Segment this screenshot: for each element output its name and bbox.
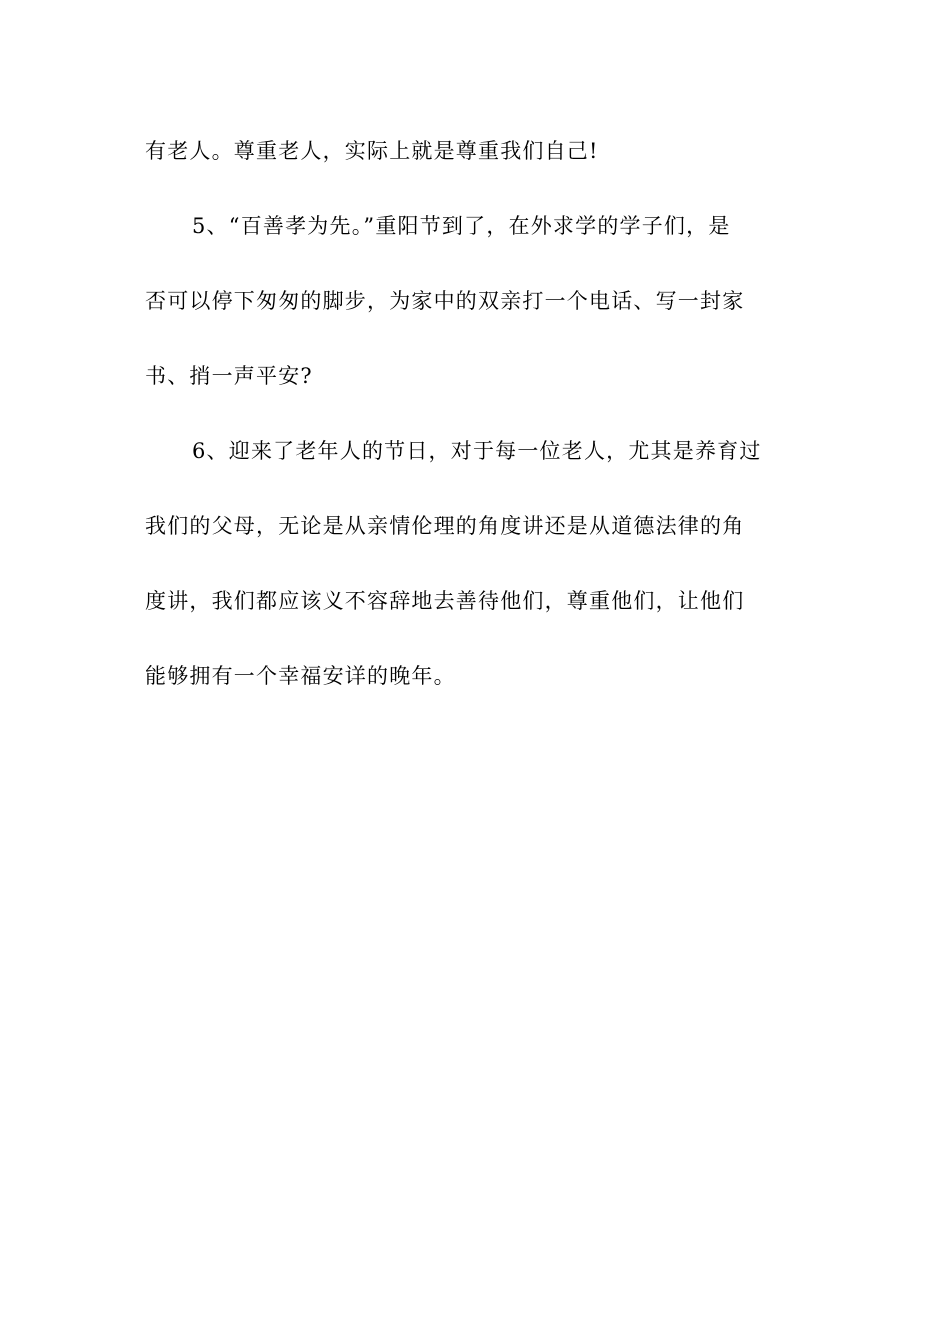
paragraph-line: 书、捎一声平安? (145, 364, 313, 388)
paragraph-line: 能够拥有一个幸福安详的晚年。 (145, 664, 456, 688)
paragraph-line: 6、迎来了老年人的节日，对于每一位老人，尤其是养育过 (192, 439, 762, 463)
paragraph-line: 5、“百善孝为先。”重阳节到了，在外求学的学子们，是 (192, 214, 731, 238)
paragraph-line: 度讲，我们都应该义不容辞地去善待他们，尊重他们，让他们 (145, 589, 745, 613)
paragraph-line: 有老人。尊重老人，实际上就是尊重我们自己! (145, 139, 599, 163)
paragraph-line: 否可以停下匆匆的脚步，为家中的双亲打一个电话、写一封家 (145, 289, 745, 313)
paragraph-line: 我们的父母，无论是从亲情伦理的角度讲还是从道德法律的角 (145, 514, 745, 538)
